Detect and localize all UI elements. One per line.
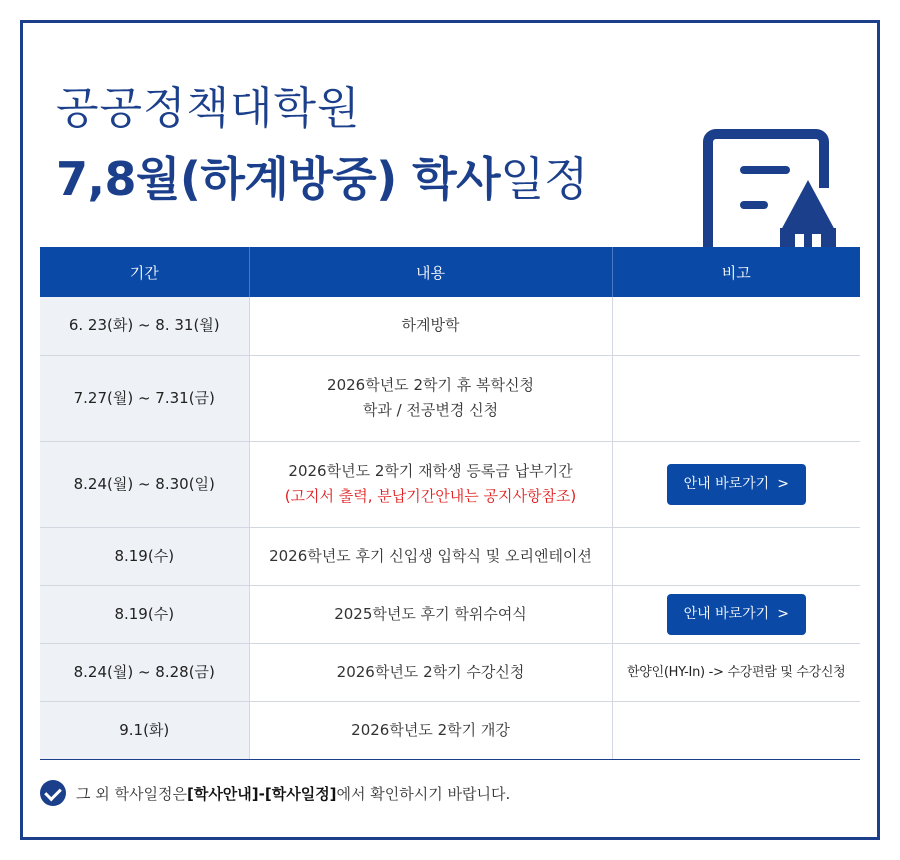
row-content-notice: (고지서 출력, 분납기간안내는 공지사항참조) — [284, 487, 577, 505]
header-content: 내용 — [249, 247, 612, 297]
footer-highlight: [학사안내]-[학사일정] — [186, 784, 337, 803]
page-title-light: 일정 — [500, 152, 588, 206]
header-note: 비고 — [612, 247, 860, 297]
table-row — [40, 297, 860, 355]
row-note: 한양인(HY-In) -> 수강편람 및 수강신청 — [612, 643, 860, 701]
row-content: 2026학년도 2학기 수강신청 — [249, 643, 612, 701]
footer-prefix: 그 외 학사일정은 — [76, 784, 187, 803]
table-row — [40, 643, 860, 701]
table-row — [40, 441, 860, 527]
row-period: 8.24(월) ~ 8.30(일) — [40, 441, 249, 527]
row-note — [612, 441, 860, 527]
row-content-line: 2026학년도 2학기 재학생 등록금 납부기간 — [288, 462, 573, 480]
row-content — [249, 441, 612, 527]
row-period: 7.27(월) ~ 7.31(금) — [40, 355, 249, 441]
schedule-table — [40, 247, 860, 760]
document-with-house-icon — [700, 128, 844, 248]
guide-button-label: 안내 바로가기 — [683, 475, 770, 492]
table-row — [40, 701, 860, 759]
table-row — [40, 527, 860, 585]
row-content: 하계방학 — [249, 297, 612, 355]
row-content: 2026학년도 2학기 개강 — [249, 701, 612, 759]
row-content-line: 학과 / 전공변경 신청 — [362, 401, 499, 419]
row-period: 8.19(수) — [40, 527, 249, 585]
row-note — [612, 585, 860, 643]
graduation-guide-button[interactable] — [667, 594, 806, 635]
chevron-right-icon: > — [777, 605, 789, 622]
table-row — [40, 585, 860, 643]
footer-suffix: 에서 확인하시기 바랍니다. — [336, 784, 511, 803]
tuition-guide-button[interactable] — [667, 464, 806, 505]
row-period: 6. 23(화) ~ 8. 31(월) — [40, 297, 249, 355]
chevron-right-icon: > — [777, 475, 789, 492]
row-period: 8.19(수) — [40, 585, 249, 643]
row-note — [612, 701, 860, 759]
page-title-bold: 7,8월(하계방중) 학사 — [56, 152, 501, 206]
row-note — [612, 527, 860, 585]
row-period: 9.1(화) — [40, 701, 249, 759]
table-header-row — [40, 247, 860, 297]
header-period: 기간 — [40, 247, 249, 297]
page-title-schedule — [56, 143, 588, 209]
row-content: 2025학년도 후기 학위수여식 — [249, 585, 612, 643]
row-note — [612, 355, 860, 441]
row-period: 8.24(월) ~ 8.28(금) — [40, 643, 249, 701]
table-row — [40, 355, 860, 441]
row-content: 2026학년도 후기 신입생 입학식 및 오리엔테이션 — [249, 527, 612, 585]
row-note — [612, 297, 860, 355]
check-circle-icon — [40, 780, 66, 806]
row-content-line: 2026학년도 2학기 휴 복학신청 — [327, 376, 534, 394]
footer-note — [40, 780, 510, 806]
page-title-school: 공공정책대학원 — [56, 83, 361, 134]
row-content — [249, 355, 612, 441]
guide-button-label: 안내 바로가기 — [683, 605, 770, 622]
